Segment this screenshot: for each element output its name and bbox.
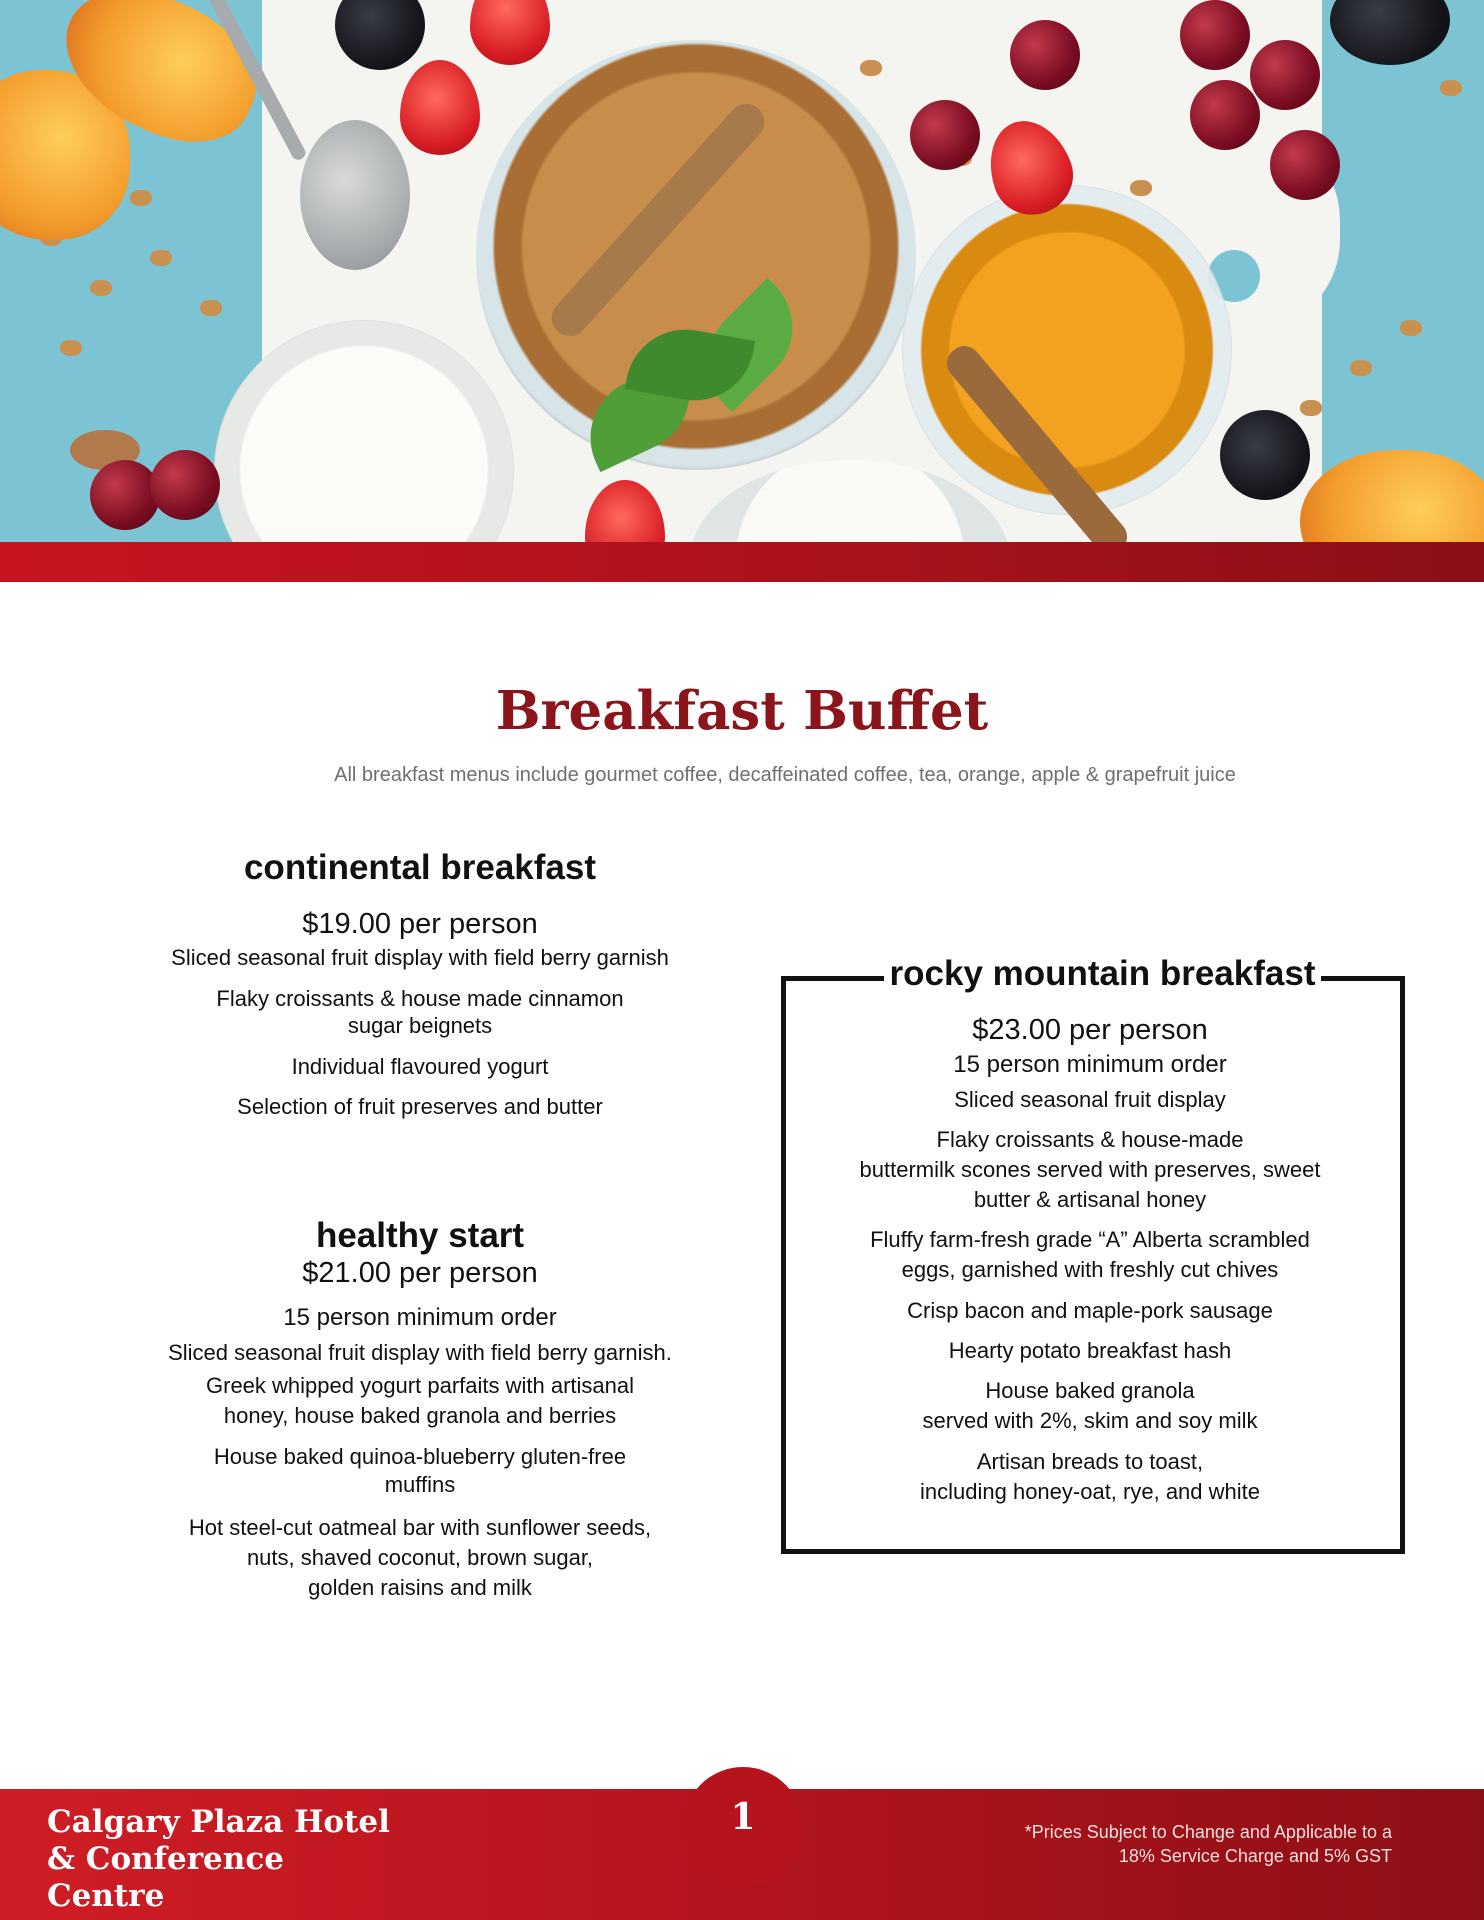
menu-item: Hot steel-cut oatmeal bar with sunflower seeds, nuts, shaved coconut, brown sugar, golden raisins and milk [188, 1515, 652, 1600]
metal-spoon [300, 120, 410, 270]
brand-line-1: Calgary Plaza Hotel [47, 1804, 390, 1840]
menu-item: Sliced seasonal fruit display with field berry garnish [171, 945, 669, 970]
granola-cluster [1440, 80, 1462, 96]
cherry [1270, 130, 1340, 200]
hero-food-photo [0, 0, 1484, 542]
continental-breakfast-section [110, 848, 730, 1122]
continental-title: continental breakfast [243, 848, 597, 887]
brand-line-2: & Conference Centre [47, 1841, 284, 1914]
menu-item: Flaky croissants & house made cinnamon sugar beignets [216, 986, 624, 1038]
disclaimer-line-1: *Prices Subject to Change and Applicable to a [1024, 1822, 1392, 1842]
menu-item: Hearty potato breakfast hash [948, 1338, 1232, 1363]
continental-price: $19.00 per person [302, 908, 538, 940]
menu-item: Individual flavoured yogurt [291, 1054, 549, 1079]
cherry [910, 100, 980, 170]
rocky-mountain-section [805, 1014, 1375, 1507]
cherry [1250, 40, 1320, 110]
blackberry [1220, 410, 1310, 500]
healthy-start-minimum: 15 person minimum order [283, 1304, 557, 1331]
granola-cluster [1350, 360, 1372, 376]
granola-cluster [130, 190, 152, 206]
menu-item: Fluffy farm-fresh grade “A” Alberta scrambled eggs, garnished with freshly cut chives [870, 1227, 1310, 1282]
menu-item: Flaky croissants & house-made buttermilk scones served with preserves, sweet butter & artisanal honey [859, 1127, 1321, 1212]
disclaimer-line-2: 18% Service Charge and 5% GST [1118, 1846, 1392, 1866]
granola-jar [476, 40, 916, 470]
cherry [1010, 20, 1080, 90]
rocky-mountain-title: rocky mountain breakfast [884, 954, 1322, 994]
granola-cluster [150, 250, 172, 266]
menu-item: House baked granola served with 2%, skim and soy milk [922, 1378, 1258, 1433]
menu-item: House baked quinoa-blueberry gluten-free muffins [213, 1444, 627, 1497]
healthy-start-title: healthy start [315, 1216, 525, 1255]
page-number: 1 [730, 1796, 756, 1838]
granola-cluster [1300, 400, 1322, 416]
healthy-start-section [110, 1215, 730, 1603]
price-disclaimer [880, 1820, 1392, 1868]
page-subtitle: All breakfast menus include gourmet coffee, decaffeinated coffee, tea, orange, apple & grapefruit juice [334, 764, 1236, 786]
menu-item: Greek whipped yogurt parfaits with artisanal honey, house baked granola and berries [206, 1373, 634, 1428]
menu-item: Crisp bacon and maple-pork sausage [907, 1298, 1273, 1323]
healthy-start-price: $21.00 per person [302, 1257, 538, 1289]
granola-cluster [1130, 180, 1152, 196]
granola-cluster [200, 300, 222, 316]
menu-item: Selection of fruit preserves and butter [237, 1094, 603, 1119]
granola-cluster [90, 280, 112, 296]
peach-slice [1300, 450, 1484, 542]
menu-item: Artisan breads to toast, including honey-oat, rye, and white [920, 1449, 1260, 1504]
cherry [1180, 0, 1250, 70]
rocky-mountain-title-wrap [830, 954, 1375, 994]
cherry [150, 450, 220, 520]
page-title: Breakfast Buffet [495, 680, 989, 742]
hotel-brand-logo [47, 1804, 407, 1915]
granola-cluster [60, 340, 82, 356]
rocky-mountain-minimum: 15 person minimum order [953, 1051, 1227, 1078]
cherry [90, 460, 160, 530]
menu-item: Sliced seasonal fruit display [954, 1087, 1226, 1112]
rocky-mountain-price: $23.00 per person [972, 1014, 1208, 1046]
cherry [1190, 80, 1260, 150]
blackberry [1330, 0, 1450, 65]
header-red-band [0, 542, 1484, 582]
menu-item: Sliced seasonal fruit display with field berry garnish. [168, 1340, 672, 1365]
granola-cluster [1400, 320, 1422, 336]
granola-cluster [860, 60, 882, 76]
